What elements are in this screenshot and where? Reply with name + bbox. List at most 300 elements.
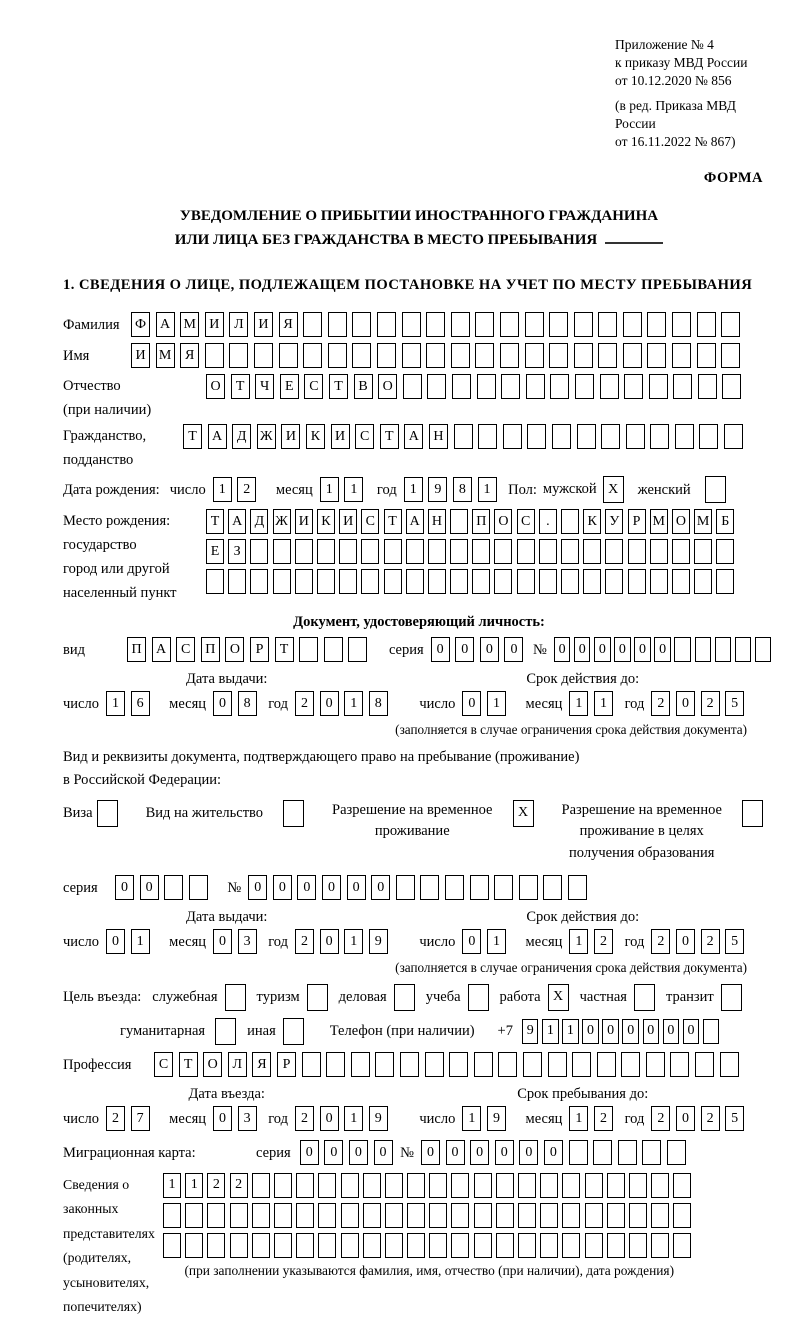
- char-cell[interactable]: 6: [131, 691, 150, 716]
- char-cell[interactable]: 0: [140, 875, 159, 900]
- char-cell[interactable]: [618, 1140, 637, 1165]
- char-cell[interactable]: [549, 312, 568, 337]
- char-cell[interactable]: [628, 569, 646, 594]
- char-cell[interactable]: 1: [404, 477, 423, 502]
- char-cell[interactable]: И: [131, 343, 150, 368]
- char-cell[interactable]: [230, 1203, 248, 1228]
- char-cell[interactable]: 2: [594, 1106, 613, 1131]
- char-cell[interactable]: 8: [453, 477, 472, 502]
- char-cell[interactable]: [185, 1233, 203, 1258]
- char-cell[interactable]: Т: [329, 374, 348, 399]
- char-cell[interactable]: 0: [544, 1140, 563, 1165]
- char-cell[interactable]: Д: [232, 424, 251, 449]
- char-cell[interactable]: [451, 343, 470, 368]
- char-cell[interactable]: [715, 637, 732, 662]
- char-cell[interactable]: [607, 1203, 625, 1228]
- char-cell[interactable]: 2: [295, 691, 314, 716]
- char-cell[interactable]: 9: [428, 477, 447, 502]
- char-cell[interactable]: Р: [628, 509, 646, 534]
- char-cell[interactable]: 1: [462, 1106, 481, 1131]
- char-cell[interactable]: Р: [277, 1052, 296, 1077]
- char-cell[interactable]: О: [203, 1052, 222, 1077]
- char-cell[interactable]: [361, 569, 379, 594]
- char-cell[interactable]: [585, 1233, 603, 1258]
- char-cell[interactable]: 0: [495, 1140, 514, 1165]
- char-cell[interactable]: [97, 800, 118, 827]
- char-cell[interactable]: [667, 1140, 686, 1165]
- char-cell[interactable]: [672, 569, 690, 594]
- char-cell[interactable]: [621, 1052, 640, 1077]
- char-cell[interactable]: [468, 984, 489, 1011]
- char-cell[interactable]: 3: [238, 1106, 257, 1131]
- char-cell[interactable]: 1: [487, 691, 506, 716]
- char-cell[interactable]: [474, 1233, 492, 1258]
- char-cell[interactable]: 2: [230, 1173, 248, 1198]
- char-cell[interactable]: [552, 424, 571, 449]
- char-cell[interactable]: 5: [725, 929, 744, 954]
- char-cell[interactable]: [324, 637, 343, 662]
- char-cell[interactable]: [470, 875, 489, 900]
- char-cell[interactable]: [407, 1173, 425, 1198]
- char-cell[interactable]: [697, 312, 716, 337]
- char-cell[interactable]: [351, 1052, 370, 1077]
- char-cell[interactable]: [164, 875, 183, 900]
- char-cell[interactable]: [605, 539, 623, 564]
- char-cell[interactable]: [451, 312, 470, 337]
- char-cell[interactable]: 0: [676, 929, 695, 954]
- char-cell[interactable]: 1: [344, 1106, 363, 1131]
- char-cell[interactable]: [295, 539, 313, 564]
- char-cell[interactable]: [252, 1203, 270, 1228]
- char-cell[interactable]: М: [180, 312, 199, 337]
- char-cell[interactable]: [230, 1233, 248, 1258]
- char-cell[interactable]: [651, 1233, 669, 1258]
- char-cell[interactable]: [252, 1233, 270, 1258]
- char-cell[interactable]: [478, 424, 497, 449]
- char-cell[interactable]: 0: [421, 1140, 440, 1165]
- char-cell[interactable]: [742, 800, 763, 827]
- char-cell[interactable]: 0: [322, 875, 341, 900]
- char-cell[interactable]: 2: [701, 691, 720, 716]
- char-cell[interactable]: [384, 569, 402, 594]
- char-cell[interactable]: [722, 374, 741, 399]
- char-cell[interactable]: [428, 569, 446, 594]
- char-cell[interactable]: [328, 312, 347, 337]
- char-cell[interactable]: [601, 424, 620, 449]
- char-cell[interactable]: [585, 1173, 603, 1198]
- char-cell[interactable]: А: [208, 424, 227, 449]
- char-cell[interactable]: С: [517, 509, 535, 534]
- char-cell[interactable]: [377, 343, 396, 368]
- char-cell[interactable]: [695, 1052, 714, 1077]
- char-cell[interactable]: [523, 1052, 542, 1077]
- char-cell[interactable]: [328, 343, 347, 368]
- char-cell[interactable]: 0: [320, 1106, 339, 1131]
- char-cell[interactable]: [629, 1173, 647, 1198]
- char-cell[interactable]: 1: [131, 929, 150, 954]
- char-cell[interactable]: Т: [231, 374, 250, 399]
- char-cell[interactable]: 1: [344, 477, 363, 502]
- char-cell[interactable]: 2: [237, 477, 256, 502]
- char-cell[interactable]: [494, 875, 513, 900]
- char-cell[interactable]: 0: [297, 875, 316, 900]
- char-cell[interactable]: [274, 1173, 292, 1198]
- char-cell[interactable]: [274, 1203, 292, 1228]
- char-cell[interactable]: 8: [369, 691, 388, 716]
- char-cell[interactable]: 0: [324, 1140, 343, 1165]
- char-cell[interactable]: 0: [504, 637, 523, 662]
- char-cell[interactable]: [394, 984, 415, 1011]
- char-cell[interactable]: [675, 424, 694, 449]
- char-cell[interactable]: [363, 1173, 381, 1198]
- char-cell[interactable]: [500, 312, 519, 337]
- char-cell[interactable]: 2: [594, 929, 613, 954]
- char-cell[interactable]: [716, 569, 734, 594]
- char-cell[interactable]: X: [513, 800, 534, 827]
- char-cell[interactable]: О: [206, 374, 225, 399]
- char-cell[interactable]: [561, 569, 579, 594]
- char-cell[interactable]: Я: [180, 343, 199, 368]
- char-cell[interactable]: 0: [431, 637, 450, 662]
- char-cell[interactable]: 0: [574, 637, 591, 662]
- char-cell[interactable]: В: [354, 374, 373, 399]
- char-cell[interactable]: [672, 343, 691, 368]
- char-cell[interactable]: А: [152, 637, 171, 662]
- char-cell[interactable]: 0: [213, 929, 232, 954]
- char-cell[interactable]: 0: [594, 637, 611, 662]
- char-cell[interactable]: [163, 1233, 181, 1258]
- char-cell[interactable]: 0: [622, 1019, 639, 1044]
- char-cell[interactable]: 0: [462, 929, 481, 954]
- char-cell[interactable]: 0: [248, 875, 267, 900]
- char-cell[interactable]: 1: [569, 929, 588, 954]
- char-cell[interactable]: [363, 1203, 381, 1228]
- char-cell[interactable]: [283, 1018, 304, 1045]
- char-cell[interactable]: [474, 1052, 493, 1077]
- char-cell[interactable]: [402, 312, 421, 337]
- char-cell[interactable]: 0: [115, 875, 134, 900]
- char-cell[interactable]: 0: [462, 691, 481, 716]
- char-cell[interactable]: [429, 1233, 447, 1258]
- char-cell[interactable]: [384, 539, 402, 564]
- char-cell[interactable]: 0: [676, 1106, 695, 1131]
- char-cell[interactable]: [651, 1203, 669, 1228]
- char-cell[interactable]: [673, 1203, 691, 1228]
- char-cell[interactable]: [385, 1173, 403, 1198]
- char-cell[interactable]: [593, 1140, 612, 1165]
- char-cell[interactable]: [406, 569, 424, 594]
- char-cell[interactable]: 0: [582, 1019, 599, 1044]
- char-cell[interactable]: 0: [602, 1019, 619, 1044]
- char-cell[interactable]: 1: [569, 1106, 588, 1131]
- char-cell[interactable]: Б: [716, 509, 734, 534]
- char-cell[interactable]: [623, 312, 642, 337]
- char-cell[interactable]: 1: [487, 929, 506, 954]
- char-cell[interactable]: [429, 1173, 447, 1198]
- char-cell[interactable]: [449, 1052, 468, 1077]
- char-cell[interactable]: Ч: [255, 374, 274, 399]
- char-cell[interactable]: 0: [683, 1019, 700, 1044]
- char-cell[interactable]: [425, 1052, 444, 1077]
- char-cell[interactable]: [215, 1018, 236, 1045]
- char-cell[interactable]: [189, 875, 208, 900]
- char-cell[interactable]: 0: [106, 929, 125, 954]
- char-cell[interactable]: [501, 374, 520, 399]
- char-cell[interactable]: [273, 569, 291, 594]
- char-cell[interactable]: [402, 343, 421, 368]
- char-cell[interactable]: И: [254, 312, 273, 337]
- char-cell[interactable]: [694, 539, 712, 564]
- char-cell[interactable]: [624, 374, 643, 399]
- char-cell[interactable]: 2: [295, 929, 314, 954]
- char-cell[interactable]: 9: [522, 1019, 539, 1044]
- char-cell[interactable]: [583, 539, 601, 564]
- char-cell[interactable]: 2: [651, 1106, 670, 1131]
- char-cell[interactable]: [225, 984, 246, 1011]
- char-cell[interactable]: Е: [280, 374, 299, 399]
- char-cell[interactable]: [341, 1173, 359, 1198]
- char-cell[interactable]: 2: [701, 929, 720, 954]
- char-cell[interactable]: [302, 1052, 321, 1077]
- char-cell[interactable]: 0: [455, 637, 474, 662]
- char-cell[interactable]: Д: [250, 509, 268, 534]
- char-cell[interactable]: [629, 1233, 647, 1258]
- char-cell[interactable]: [475, 312, 494, 337]
- char-cell[interactable]: [720, 1052, 739, 1077]
- char-cell[interactable]: Т: [206, 509, 224, 534]
- char-cell[interactable]: [326, 1052, 345, 1077]
- char-cell[interactable]: [385, 1233, 403, 1258]
- char-cell[interactable]: [540, 1173, 558, 1198]
- char-cell[interactable]: 3: [238, 929, 257, 954]
- char-cell[interactable]: И: [295, 509, 313, 534]
- char-cell[interactable]: 0: [634, 637, 651, 662]
- char-cell[interactable]: П: [201, 637, 220, 662]
- char-cell[interactable]: [406, 539, 424, 564]
- char-cell[interactable]: И: [281, 424, 300, 449]
- char-cell[interactable]: Ф: [131, 312, 150, 337]
- char-cell[interactable]: [518, 1233, 536, 1258]
- char-cell[interactable]: [735, 637, 752, 662]
- char-cell[interactable]: [598, 343, 617, 368]
- char-cell[interactable]: З: [228, 539, 246, 564]
- char-cell[interactable]: 1: [478, 477, 497, 502]
- char-cell[interactable]: [562, 1203, 580, 1228]
- char-cell[interactable]: А: [406, 509, 424, 534]
- char-cell[interactable]: [299, 637, 318, 662]
- char-cell[interactable]: [647, 343, 666, 368]
- char-cell[interactable]: [229, 343, 248, 368]
- char-cell[interactable]: И: [205, 312, 224, 337]
- char-cell[interactable]: X: [548, 984, 569, 1011]
- char-cell[interactable]: [341, 1203, 359, 1228]
- char-cell[interactable]: Я: [252, 1052, 271, 1077]
- char-cell[interactable]: [341, 1233, 359, 1258]
- char-cell[interactable]: [420, 875, 439, 900]
- char-cell[interactable]: [650, 539, 668, 564]
- char-cell[interactable]: [540, 1203, 558, 1228]
- char-cell[interactable]: [474, 1173, 492, 1198]
- char-cell[interactable]: А: [156, 312, 175, 337]
- char-cell[interactable]: Е: [206, 539, 224, 564]
- char-cell[interactable]: [562, 1173, 580, 1198]
- char-cell[interactable]: 0: [213, 1106, 232, 1131]
- char-cell[interactable]: [451, 1173, 469, 1198]
- char-cell[interactable]: [496, 1203, 514, 1228]
- char-cell[interactable]: [562, 1233, 580, 1258]
- char-cell[interactable]: 1: [344, 691, 363, 716]
- char-cell[interactable]: [568, 875, 587, 900]
- char-cell[interactable]: 2: [207, 1173, 225, 1198]
- char-cell[interactable]: [498, 1052, 517, 1077]
- char-cell[interactable]: [303, 343, 322, 368]
- char-cell[interactable]: Л: [229, 312, 248, 337]
- char-cell[interactable]: [361, 539, 379, 564]
- char-cell[interactable]: [540, 1233, 558, 1258]
- char-cell[interactable]: [339, 569, 357, 594]
- char-cell[interactable]: [318, 1173, 336, 1198]
- char-cell[interactable]: 0: [320, 691, 339, 716]
- char-cell[interactable]: [318, 1233, 336, 1258]
- char-cell[interactable]: 0: [347, 875, 366, 900]
- char-cell[interactable]: X: [603, 476, 624, 503]
- char-cell[interactable]: [721, 312, 740, 337]
- char-cell[interactable]: [450, 569, 468, 594]
- char-cell[interactable]: 0: [654, 637, 671, 662]
- char-cell[interactable]: [525, 343, 544, 368]
- char-cell[interactable]: О: [494, 509, 512, 534]
- char-cell[interactable]: [296, 1203, 314, 1228]
- char-cell[interactable]: Т: [179, 1052, 198, 1077]
- char-cell[interactable]: [274, 1233, 292, 1258]
- char-cell[interactable]: [600, 374, 619, 399]
- char-cell[interactable]: [646, 1052, 665, 1077]
- char-cell[interactable]: [426, 343, 445, 368]
- char-cell[interactable]: К: [317, 509, 335, 534]
- char-cell[interactable]: [517, 569, 535, 594]
- char-cell[interactable]: П: [472, 509, 490, 534]
- char-cell[interactable]: [575, 374, 594, 399]
- char-cell[interactable]: С: [154, 1052, 173, 1077]
- char-cell[interactable]: 0: [273, 875, 292, 900]
- char-cell[interactable]: О: [225, 637, 244, 662]
- char-cell[interactable]: [500, 343, 519, 368]
- char-cell[interactable]: .: [539, 509, 557, 534]
- char-cell[interactable]: [650, 424, 669, 449]
- char-cell[interactable]: С: [176, 637, 195, 662]
- char-cell[interactable]: [574, 312, 593, 337]
- char-cell[interactable]: [527, 424, 546, 449]
- char-cell[interactable]: 8: [238, 691, 257, 716]
- char-cell[interactable]: [317, 569, 335, 594]
- char-cell[interactable]: [254, 343, 273, 368]
- char-cell[interactable]: 1: [562, 1019, 579, 1044]
- char-cell[interactable]: [607, 1233, 625, 1258]
- char-cell[interactable]: Р: [250, 637, 269, 662]
- char-cell[interactable]: Т: [384, 509, 402, 534]
- char-cell[interactable]: Ж: [257, 424, 276, 449]
- char-cell[interactable]: [543, 875, 562, 900]
- char-cell[interactable]: [496, 1233, 514, 1258]
- char-cell[interactable]: Я: [279, 312, 298, 337]
- char-cell[interactable]: А: [404, 424, 423, 449]
- char-cell[interactable]: [474, 1203, 492, 1228]
- char-cell[interactable]: [407, 1203, 425, 1228]
- char-cell[interactable]: [303, 312, 322, 337]
- char-cell[interactable]: [517, 539, 535, 564]
- char-cell[interactable]: [451, 1203, 469, 1228]
- char-cell[interactable]: [403, 374, 422, 399]
- char-cell[interactable]: [670, 1052, 689, 1077]
- char-cell[interactable]: [703, 1019, 720, 1044]
- char-cell[interactable]: [695, 637, 712, 662]
- char-cell[interactable]: К: [306, 424, 325, 449]
- char-cell[interactable]: [721, 984, 742, 1011]
- char-cell[interactable]: Н: [428, 509, 446, 534]
- char-cell[interactable]: 2: [701, 1106, 720, 1131]
- char-cell[interactable]: [205, 343, 224, 368]
- char-cell[interactable]: 0: [519, 1140, 538, 1165]
- char-cell[interactable]: [518, 1203, 536, 1228]
- char-cell[interactable]: [273, 539, 291, 564]
- char-cell[interactable]: [699, 424, 718, 449]
- char-cell[interactable]: 9: [487, 1106, 506, 1131]
- char-cell[interactable]: 0: [614, 637, 631, 662]
- char-cell[interactable]: [428, 539, 446, 564]
- char-cell[interactable]: [451, 1233, 469, 1258]
- char-cell[interactable]: [650, 569, 668, 594]
- char-cell[interactable]: [549, 343, 568, 368]
- char-cell[interactable]: [605, 569, 623, 594]
- char-cell[interactable]: 5: [725, 691, 744, 716]
- char-cell[interactable]: 0: [663, 1019, 680, 1044]
- char-cell[interactable]: [572, 1052, 591, 1077]
- char-cell[interactable]: [647, 312, 666, 337]
- char-cell[interactable]: [477, 374, 496, 399]
- char-cell[interactable]: А: [228, 509, 246, 534]
- char-cell[interactable]: [317, 539, 335, 564]
- char-cell[interactable]: [574, 343, 593, 368]
- char-cell[interactable]: Л: [228, 1052, 247, 1077]
- char-cell[interactable]: 2: [651, 691, 670, 716]
- char-cell[interactable]: Т: [183, 424, 202, 449]
- char-cell[interactable]: [207, 1203, 225, 1228]
- char-cell[interactable]: М: [650, 509, 668, 534]
- char-cell[interactable]: [494, 539, 512, 564]
- char-cell[interactable]: [472, 539, 490, 564]
- char-cell[interactable]: [475, 343, 494, 368]
- char-cell[interactable]: [607, 1173, 625, 1198]
- char-cell[interactable]: 1: [320, 477, 339, 502]
- char-cell[interactable]: [597, 1052, 616, 1077]
- char-cell[interactable]: [454, 424, 473, 449]
- char-cell[interactable]: [494, 569, 512, 594]
- char-cell[interactable]: 1: [213, 477, 232, 502]
- char-cell[interactable]: [400, 1052, 419, 1077]
- char-cell[interactable]: [377, 312, 396, 337]
- char-cell[interactable]: С: [304, 374, 323, 399]
- char-cell[interactable]: [525, 312, 544, 337]
- char-cell[interactable]: [396, 875, 415, 900]
- char-cell[interactable]: [250, 569, 268, 594]
- char-cell[interactable]: 0: [470, 1140, 489, 1165]
- char-cell[interactable]: 7: [131, 1106, 150, 1131]
- char-cell[interactable]: [318, 1203, 336, 1228]
- char-cell[interactable]: [698, 374, 717, 399]
- char-cell[interactable]: 9: [369, 929, 388, 954]
- char-cell[interactable]: [163, 1203, 181, 1228]
- char-cell[interactable]: 0: [446, 1140, 465, 1165]
